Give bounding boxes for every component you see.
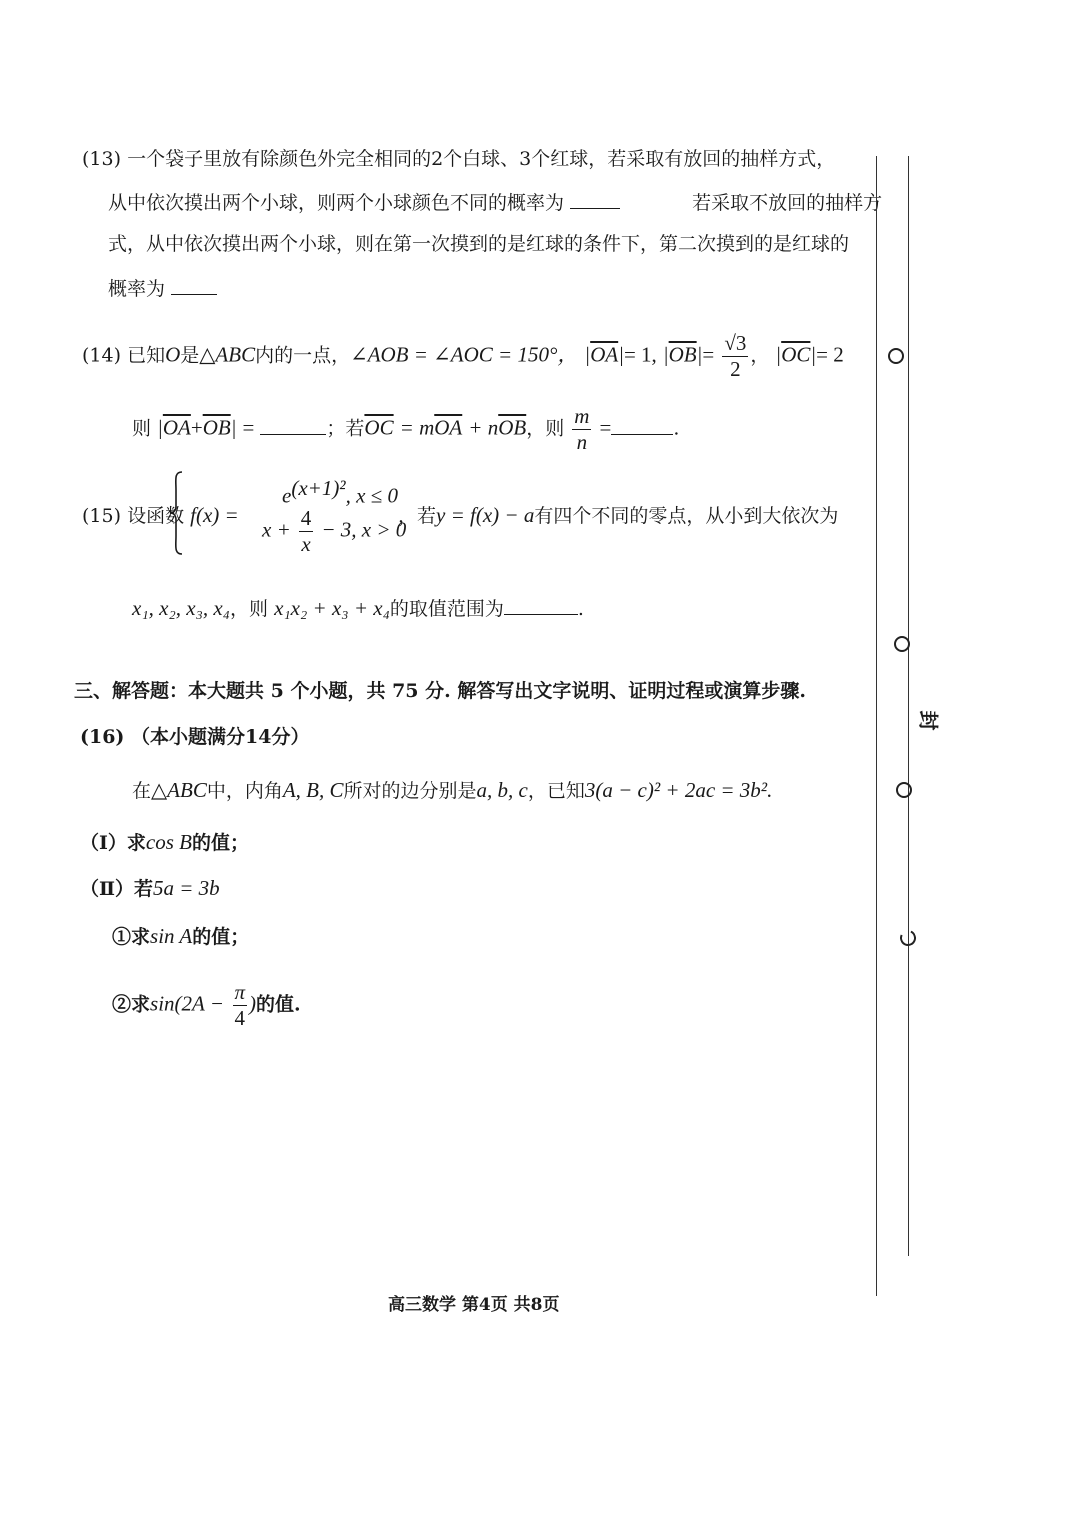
binding-hole-icon [896, 782, 912, 798]
q16-sub2-post: ) [249, 991, 257, 1016]
q14-comma: ， [750, 344, 770, 367]
q15-text: 有四个不同的零点，从小到大依次为 [534, 505, 839, 527]
q14-vector-oc: $\overline{OC}$ [781, 342, 811, 367]
q14-vector-ob: $\overline{OB}$ [202, 415, 231, 440]
q14-text: 已知 [127, 344, 166, 367]
q14-plus-n: + n [468, 415, 499, 440]
q16-text: 中，内角 [206, 780, 283, 802]
q16-part1 [80, 830, 249, 855]
q14-text: ；若 [326, 417, 365, 440]
q14-text: 则 [132, 417, 152, 440]
margin-seal-char: 封 [916, 710, 941, 731]
q14-frac-n: n [576, 430, 588, 454]
q16-sub2-pre: sin(2A − [150, 991, 224, 1016]
q13-text-2b: 若采取不放回的抽样方 [692, 192, 883, 214]
q16-sub1 [112, 924, 249, 949]
q15-text: ，则 [230, 598, 269, 620]
q16-sub2-num: π [234, 980, 246, 1004]
q13-text-4: 概率为 [108, 278, 166, 300]
q13-text-3: 式，从中依次摸出两个小球，则在第一次摸到的是红球的条件下，第二次摸到的是红球的 [108, 233, 850, 255]
q16-statement [132, 778, 772, 803]
q16-sub2-label: ②求 [112, 993, 151, 1016]
q15-text: 设函数 [127, 505, 185, 527]
q15-vars: x₁, x₂, x₃, x₄ [132, 596, 230, 620]
q14-vector-ob: $\overline{OB}$ [668, 342, 697, 367]
section3-heading: 三、解答题：本大题共 5 个小题，共 75 分. 解答写出文字说明、证明过程或演算步骤. [74, 680, 806, 702]
q15-case2-num: 4 [300, 506, 312, 530]
q15-line1 [82, 503, 239, 528]
q14-vector-oa: $\overline{OA}$ [434, 415, 463, 440]
q14-text: 是 [180, 344, 200, 367]
q14-number: (14) [82, 344, 122, 367]
q14-angles: ∠AOB = ∠AOC = 150°， [350, 342, 579, 367]
binding-hole-partial-icon [898, 928, 919, 949]
page-footer: 高三数学 第4页 共8页 [388, 1295, 560, 1315]
q13-blank-1[interactable] [570, 190, 620, 209]
q14-frac-num: √3 [724, 331, 747, 355]
q15-dot: . [577, 598, 584, 620]
q13-text-2a: 从中依次摸出两个小球，则两个小球颜色不同的概率为 [108, 192, 565, 214]
q13-text-1: 一个袋子里放有除颜色外完全相同的2个白球、3个红球，若采取有放回的抽样方式， [127, 148, 836, 170]
q15-case1-exp: (x+1)² [291, 476, 346, 500]
q16-part2 [80, 876, 220, 901]
binding-hole-icon [894, 636, 910, 652]
q14-text: 内的一点， [255, 344, 351, 367]
q15-case1-cond: , x ≤ 0 [345, 483, 398, 508]
q15-y-expr: y = f(x) − a [436, 503, 535, 527]
q14-frac-m: m [574, 404, 590, 428]
q16-part1-end: 的值； [191, 832, 249, 854]
q13-number: (13) [82, 148, 122, 170]
q14-frac-den: 2 [730, 357, 741, 381]
q14-text: ，则 [526, 417, 565, 440]
q15-case2-fraction [299, 508, 314, 555]
q15-case2-den: x [301, 532, 311, 556]
q16-part2-label: （Ⅱ）若 [80, 878, 154, 900]
q15-expr: x₁x₂ + x₃ + x₄ [274, 596, 390, 620]
q14-vector-oa: $\overline{OA}$ [590, 342, 619, 367]
q14-fraction-m-n [572, 406, 591, 453]
q14-dot: . [673, 417, 680, 440]
q14-blank-1[interactable] [260, 416, 326, 435]
q16-sub1-expr: sin A [150, 924, 193, 948]
q16-heading: (16) （本小题满分14分） [80, 726, 310, 748]
q16-sub2-den: 4 [234, 1006, 246, 1030]
q16-part1-label: （Ⅰ）求 [80, 832, 146, 854]
q15-text: 的取值范围为 [389, 598, 504, 620]
q13-line2 [108, 190, 882, 215]
q14-fraction-sqrt3-2 [722, 333, 748, 380]
q13-line1 [82, 148, 835, 171]
q16-sub1-end: 的值； [192, 926, 250, 948]
binding-hole-icon [888, 348, 904, 364]
q16-equation: 3(a − c)² + 2ac = 3b². [584, 778, 773, 802]
q14-eq: = [599, 415, 612, 440]
q14-eq: = [242, 415, 255, 440]
q15-case1 [282, 476, 398, 509]
q14-vector-oa: $\overline{OA}$ [162, 415, 191, 440]
q15-line1-rest [398, 503, 838, 528]
q16-angles: A, B, C [282, 778, 344, 802]
q13-line4 [108, 276, 217, 301]
q16-triangle: △ABC [151, 778, 207, 802]
q16-sub1-label: ①求 [112, 926, 151, 948]
q16-sub2-fraction [233, 982, 248, 1029]
q15-case2-post: − 3, x > 0 [321, 517, 407, 542]
q14-eq: = 2 [816, 342, 844, 367]
q15-number: (15) [82, 505, 122, 527]
q15-brace-icon [168, 470, 184, 556]
q13-blank-2[interactable] [171, 276, 217, 295]
q15-case2-pre: x + [262, 517, 291, 542]
q16-part2-expr: 5a = 3b [153, 876, 220, 900]
q15-text: ，若 [398, 505, 437, 527]
q15-line2 [132, 596, 584, 621]
binding-line-outer [908, 156, 909, 1256]
q14-blank-2[interactable] [611, 416, 673, 435]
q15-function: f(x) = [190, 503, 239, 527]
q14-eq-m: = m [399, 415, 435, 440]
q16-sides: a, b, c [476, 778, 528, 802]
q14-point-o: O [165, 342, 181, 367]
q14-eq: = [702, 342, 715, 367]
q16-sub2-end: 的值. [256, 993, 301, 1016]
q16-part1-expr: cos B [145, 830, 192, 854]
q15-case1-base: e [282, 483, 292, 508]
q15-blank[interactable] [504, 596, 578, 615]
q13-line3 [108, 233, 849, 256]
q14-line2: 则 $|\overline{OA}+\overline{OB}|$ = ；若$\overline{OC} = m\overline{OA} + n\overline{OB}$，则 $\frac{m}{n}$ = . [132, 404, 680, 454]
q16-text: 所对的边分别是 [343, 780, 477, 802]
q14-plus: + [190, 415, 203, 440]
q14-vector-ob: $\overline{OB}$ [498, 415, 527, 440]
q16-text: 在 [132, 780, 152, 802]
q14-eq: = 1, [623, 342, 657, 367]
q14-vector-oc: $\overline{OC}$ [364, 415, 394, 440]
q14-triangle: △ABC [199, 342, 256, 367]
q14-line1: (14) 已知O是△ABC内的一点，∠AOB = ∠AOC = 150°， $|\overline{OA}|= 1$, $|\overline{OB}|=$ $\frac{√3}{2}$ ， $|\overline{OC}|= 2$ [82, 331, 844, 381]
binding-line-inner [876, 156, 877, 1296]
q15-case2 [262, 508, 406, 555]
q16-text: ，已知 [527, 780, 585, 802]
q16-sub2 [112, 982, 301, 1029]
